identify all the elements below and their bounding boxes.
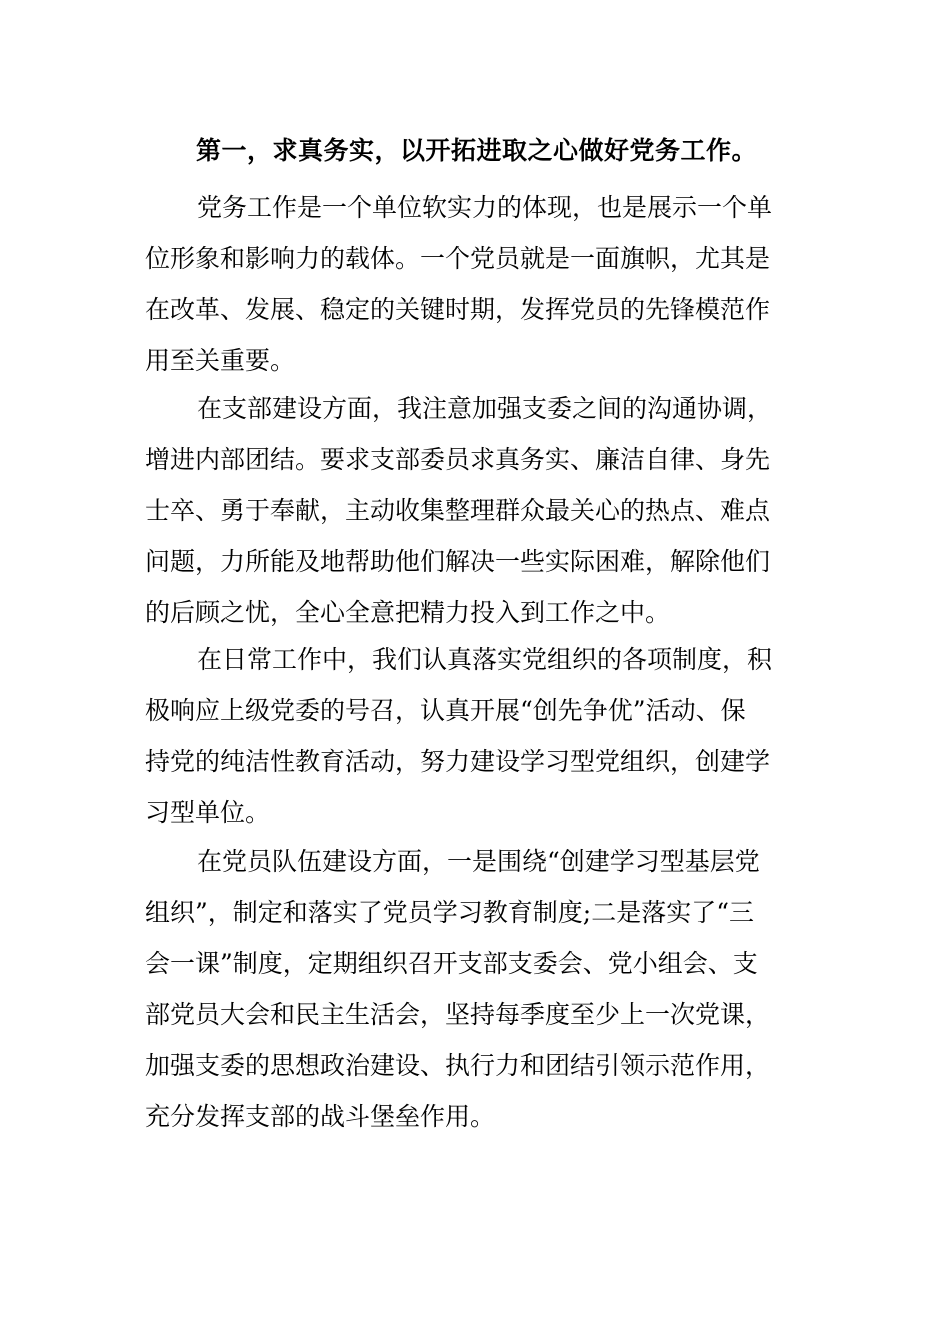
paragraph-party-affairs [145, 182, 805, 386]
paragraph-line: 增进内部团结。要求支部委员求真务实、廉洁自律、身先 [145, 445, 771, 474]
paragraph-line: 极响应上级党委的号召，认真开展“创先争优”活动、保 [145, 696, 746, 725]
paragraph-line: 在支部建设方面，我注意加强支委之间的沟通协调， [197, 394, 773, 423]
paragraph-line: 在改革、发展、稳定的关键时期，发挥党员的先锋模范作 [145, 295, 771, 324]
paragraph-line: 的后顾之忧，全心全意把精力投入到工作之中。 [145, 598, 671, 627]
paragraph-line: 在日常工作中，我们认真落实党组织的各项制度，积 [197, 645, 773, 674]
paragraph-line: 充分发挥支部的战斗堡垒作用。 [145, 1102, 496, 1131]
paragraph-line: 会一课”制度，定期组织召开支部支委会、党小组会、支 [145, 949, 758, 978]
paragraph-member-team [145, 836, 805, 1142]
paragraph-line: 问题，力所能及地帮助他们解决一些实际困难，解除他们 [145, 547, 771, 576]
paragraph-daily-work [145, 634, 805, 838]
paragraph-line: 习型单位。 [145, 798, 271, 827]
paragraph-line: 士卒、勇于奉献，主动收集整理群众最关心的热点、难点 [145, 496, 771, 525]
paragraph-line: 部党员大会和民主生活会，坚持每季度至少上一次党课， [145, 1000, 771, 1029]
paragraph-line: 组织”，制定和落实了党员学习教育制度;二是落实了“三 [145, 898, 754, 927]
section-heading: 第一，求真务实，以开拓进取之心做好党务工作。 [196, 136, 758, 165]
paragraph-line: 党务工作是一个单位软实力的体现，也是展示一个单 [197, 193, 773, 222]
paragraph-line: 在党员队伍建设方面，一是围绕“创建学习型基层党 [197, 847, 760, 876]
paragraph-line: 位形象和影响力的载体。一个党员就是一面旗帜，尤其是 [145, 244, 771, 273]
paragraph-branch-building [145, 383, 805, 638]
paragraph-line: 用至关重要。 [145, 346, 296, 375]
paragraph-line: 加强支委的思想政治建设、执行力和团结引领示范作用， [145, 1051, 771, 1080]
paragraph-line: 持党的纯洁性教育活动，努力建设学习型党组织，创建学 [145, 747, 771, 776]
